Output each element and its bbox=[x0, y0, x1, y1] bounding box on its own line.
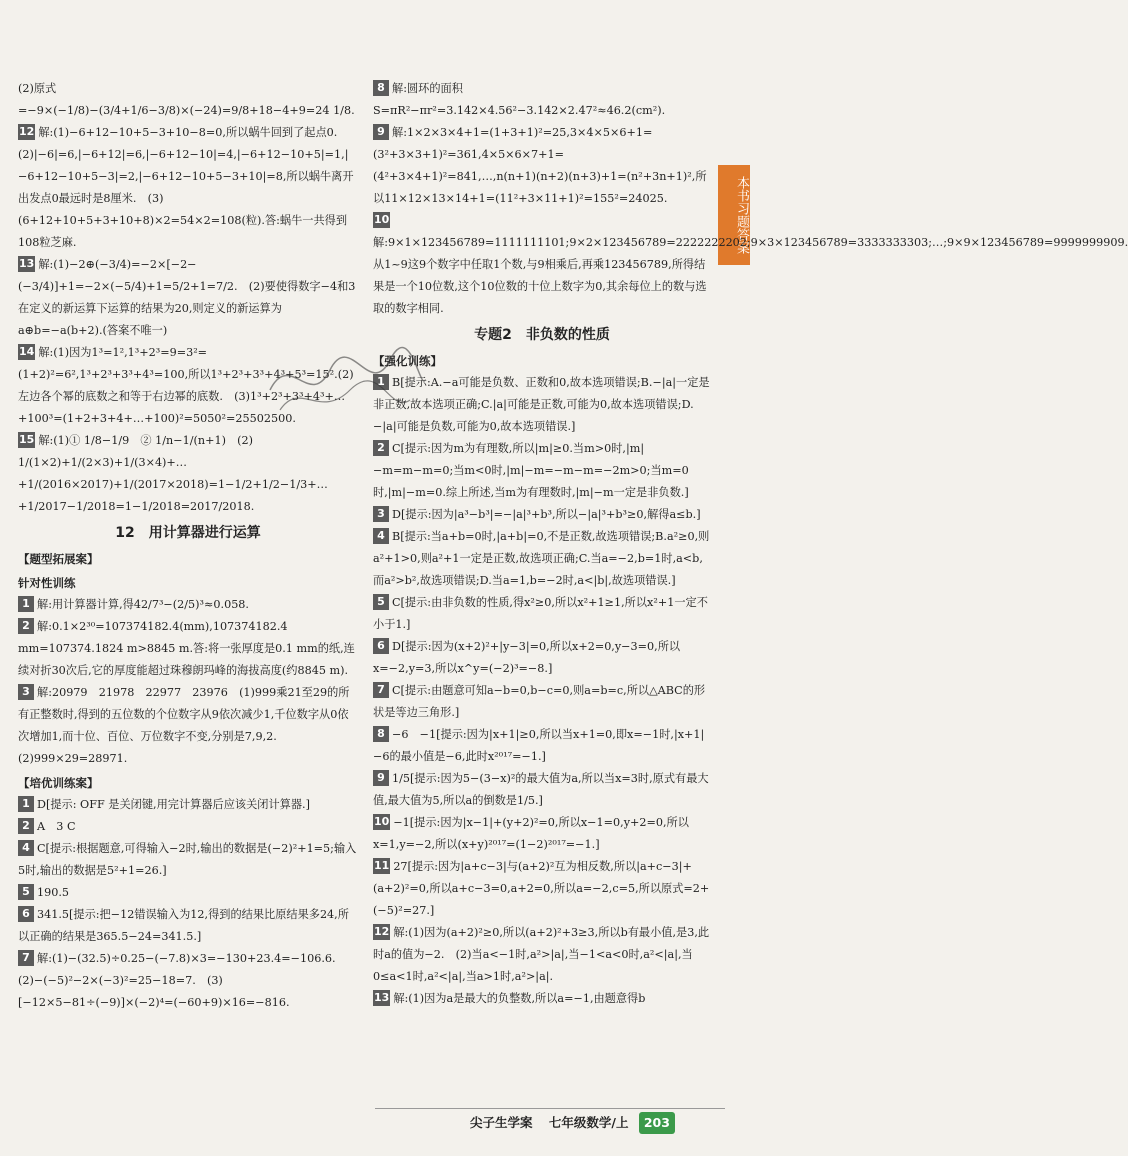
question-number-badge: 3 bbox=[18, 684, 34, 700]
answer-paragraph bbox=[18, 78, 358, 122]
question-number-badge: 8 bbox=[373, 726, 389, 742]
answer-item bbox=[18, 430, 358, 518]
question-number-badge: 3 bbox=[373, 506, 389, 522]
section-title: 专题2 非负数的性质 bbox=[474, 327, 610, 343]
section-heading: 【强化训练】 bbox=[373, 354, 442, 368]
answer-text: C[提示:因为m为有理数,所以|m|≥0.当m>0时,|m|−m=m−m=0;当m<0时,|m|−m=−m−m=−2m>0;当m=0时,|m|−m=0.综上所述,当m为有理数时,|m|−m一定是非负数.] bbox=[373, 442, 689, 499]
answer-text: 解:用计算器计算,得42/7³−(2/5)³≈0.058. bbox=[37, 598, 249, 611]
answer-text: C[提示:由题意可知a−b=0,b−c=0,则a=b=c,所以△ABC的形状是等边三角形.] bbox=[373, 684, 706, 719]
answer-item bbox=[373, 504, 711, 526]
answer-text: 解:(1)−(32.5)÷0.25−(−7.8)×3=−130+23.4=−106.6. (2)−(−5)²−2×(−3)²=25−18=7. (3)[−12×5−81÷(−9)]×(−2)⁴=(−60+9)×16=−816. bbox=[18, 952, 347, 1009]
answer-item bbox=[18, 794, 358, 816]
answer-item bbox=[373, 988, 711, 1010]
answer-text: 解:(1)−6+12−10+5−3+10−8=0,所以蜗牛回到了起点0. (2)|−6|=6,|−6+12|=6,|−6+12−10|=4,|−6+12−10+5|=1,|−6+12−10+5−3|=2,|−6+12−10+5−3+10|=8,所以蜗牛离开出发点0最远时是8厘米. (3)(6+12+10+5+3+10+8)×2=54×2=108(粒).答:蜗牛一共得到108粒芝麻. bbox=[18, 126, 354, 249]
question-number-badge: 5 bbox=[373, 594, 389, 610]
answer-text: 解:(1)−2⊕(−3/4)=−2×[−2−(−3/4)]+1=−2×(−5/4)+1=5/2+1=7/2. (2)要使得数字−4和3在定义的新运算下运算的结果为20,则定义的新运算为a⊕b=−a(b+2).(答案不唯一) bbox=[18, 258, 356, 337]
answer-item bbox=[373, 526, 711, 592]
answer-item bbox=[18, 904, 358, 948]
answer-text: 解:(1)① 1/8−1/9 ② 1/n−1/(n+1) (2) 1/(1×2)+1/(2×3)+1/(3×4)+…+1/(2016×2017)+1/(2017×2018)=1−1/2+1/2−1/3+…+1/2017−1/2018=1−1/2018=2017/2018. bbox=[18, 434, 328, 513]
section-heading: 【题型拓展案】 bbox=[18, 552, 99, 566]
question-number-badge: 7 bbox=[18, 950, 34, 966]
answer-item bbox=[18, 882, 358, 904]
answer-text: 27[提示:因为|a+c−3|与(a+2)²互为相反数,所以|a+c−3|+(a+2)²=0,所以a+c−3=0,a+2=0,所以a=−2,c=5,所以原式=2+(−5)²=27.] bbox=[373, 860, 710, 917]
answer-text: B[提示:A.−a可能是负数、正数和0,故本选项错误;B.−|a|一定是非正数,故本选项正确;C.|a|可能是正数,可能为0,故本选项错误;D.−|a|可能是负数,可能为0,故本选项错误.] bbox=[373, 376, 710, 433]
answer-item bbox=[18, 594, 358, 616]
answer-text: D[提示:因为(x+2)²+|y−3|=0,所以x+2=0,y−3=0,所以x=−2,y=3,所以x^y=(−2)³=−8.] bbox=[373, 640, 681, 675]
handwritten-scribble bbox=[260, 330, 430, 430]
question-number-badge: 12 bbox=[19, 125, 35, 138]
question-number-badge: 15 bbox=[19, 433, 35, 446]
answer-item bbox=[373, 812, 711, 856]
answer-text: 解:0.1×2³⁰=107374182.4(mm),107374182.4 mm=107374.1824 m>8845 m.答:将一张厚度是0.1 mm的纸,连续对折30次后,它的厚度能超过珠穆朗玛峰的海拔高度(约8845 m). bbox=[18, 620, 355, 677]
answer-item bbox=[373, 922, 711, 988]
answer-text: 解:20979 21978 22977 23976 (1)999乘21至29的所有正整数时,得到的五位数的个位数字从9依次减少1,千位数字从0依次增加1,而十位、百位、万位数字不变,分别是7,9,2. (2)999×29=28971. bbox=[18, 686, 350, 765]
side-tab-answers: 本书习题答案 bbox=[718, 165, 750, 265]
answer-item bbox=[373, 724, 711, 768]
question-number-badge: 13 bbox=[374, 991, 390, 1004]
answer-item bbox=[373, 680, 711, 724]
answer-item bbox=[18, 682, 358, 770]
answer-item bbox=[373, 768, 711, 812]
question-number-badge: 5 bbox=[18, 884, 34, 900]
question-number-badge: 13 bbox=[19, 257, 35, 270]
question-number-badge: 14 bbox=[19, 345, 35, 358]
answer-item bbox=[373, 592, 711, 636]
answer-item bbox=[18, 838, 358, 882]
answer-text: 190.5 bbox=[37, 886, 70, 899]
question-number-badge: 12 bbox=[374, 925, 390, 938]
question-number-badge: 9 bbox=[373, 124, 389, 140]
answer-item bbox=[18, 254, 358, 342]
question-number-badge: 1 bbox=[18, 796, 34, 812]
footer-brand: 尖子生学案 bbox=[470, 1115, 533, 1130]
answer-text: 解:(1)因为a是最大的负整数,所以a=−1,由题意得b bbox=[393, 992, 646, 1005]
question-number-badge: 2 bbox=[373, 440, 389, 456]
answer-text: 解:圆环的面积S=πR²−πr²=3.142×4.56²−3.142×2.47²≈46.2(cm²). bbox=[373, 82, 666, 117]
page-number: 203 bbox=[639, 1112, 675, 1134]
answer-item bbox=[373, 438, 711, 504]
answer-item bbox=[18, 122, 358, 254]
answer-item bbox=[18, 816, 358, 838]
question-number-badge: 1 bbox=[18, 596, 34, 612]
answer-text: 解:(1)因为1³=1²,1³+2³=9=3²=(1+2)²=6²,1³+2³+3³+4³=100,所以1³+2³+3³+4³+5³=15².(2)左边各个幂的底数之和等于右边幂的底数. (3)1³+2³+3³+4³+…+100³=(1+2+3+4+…+100)²=5050²=25502500. bbox=[18, 346, 354, 425]
answer-item bbox=[18, 616, 358, 682]
footer-subject: 七年级数学/上 bbox=[548, 1115, 629, 1130]
footer-rule bbox=[375, 1108, 725, 1109]
answer-text: D[提示:因为|a³−b³|=−|a|³+b³,所以−|a|³+b³≥0,解得a≤b.] bbox=[392, 508, 701, 521]
answer-item bbox=[18, 948, 358, 1014]
answer-text: −1[提示:因为|x−1|+(y+2)²=0,所以x−1=0,y+2=0,所以x=1,y=−2,所以(x+y)²⁰¹⁷=(1−2)²⁰¹⁷=−1.] bbox=[373, 816, 689, 851]
question-number-badge: 11 bbox=[374, 859, 390, 872]
question-number-badge: 6 bbox=[373, 638, 389, 654]
answer-text: A 3 C bbox=[37, 820, 76, 833]
question-number-badge: 8 bbox=[373, 80, 389, 96]
question-number-badge: 6 bbox=[18, 906, 34, 922]
answer-text: C[提示:由非负数的性质,得x²≥0,所以x²+1≥1,所以x²+1一定不小于1.] bbox=[373, 596, 708, 631]
answer-item bbox=[373, 636, 711, 680]
answer-text: D[提示: OFF 是关闭键,用完计算器后应该关闭计算器.] bbox=[37, 798, 310, 811]
question-number-badge: 10 bbox=[374, 815, 390, 828]
question-number-badge: 4 bbox=[18, 840, 34, 856]
answer-item bbox=[373, 856, 711, 922]
answer-text: −6 −1[提示:因为|x+1|≥0,所以当x+1=0,即x=−1时,|x+1|−6的最小值是−6,此时x²⁰¹⁷=−1.] bbox=[373, 728, 705, 763]
question-number-badge: 2 bbox=[18, 818, 34, 834]
answer-text: 341.5[提示:把−12错误输入为12,得到的结果比原结果多24,所以正确的结果是365.5−24=341.5.] bbox=[18, 908, 349, 943]
answer-item bbox=[373, 78, 711, 122]
question-number-badge: 7 bbox=[373, 682, 389, 698]
answer-text: 解:9×1×123456789=1111111101;9×2×123456789=2222222202;9×3×123456789=3333333303;…;9×9×123456789=9999999909.从1~9这9个数字中任取1个数,与9相乘后,再乘123456789,所得结果是一个10位数,这个10位数的十位上数字为0,其余每位上的数与选取的数字相同. bbox=[373, 236, 1128, 315]
answer-text: 解:(1)因为(a+2)²≥0,所以(a+2)²+3≥3,所以b有最小值,是3,此时a的值为−2. (2)当a<−1时,a²>|a|,当−1<a<0时,a²<|a|,当0≤a<1时,a²<|a|,当a>1时,a²>|a|. bbox=[373, 926, 710, 983]
answer-text: 1/5[提示:因为5−(3−x)²的最大值为a,所以当x=3时,原式有最大值,最大值为5,所以a的倒数是1/5.] bbox=[373, 772, 709, 807]
answer-text: C[提示:根据题意,可得输入−2时,输出的数据是(−2)²+1=5;输入5时,输出的数据是5²+1=26.] bbox=[18, 842, 357, 877]
answer-text: 解:1×2×3×4+1=(1+3+1)²=25,3×4×5×6+1=(3²+3×3+1)²=361,4×5×6×7+1=(4²+3×4+1)²=841,…,n(n+1)(n+2)(n+3)+1=(n²+3n+1)²,所以11×12×13×14+1=(11²+3×11+1)²=155²=24025. bbox=[373, 126, 707, 205]
answer-text: B[提示:当a+b=0时,|a+b|=0,不是正数,故选项错误;B.a²≥0,则a²+1>0,则a²+1一定是正数,故选项正确;C.当a=−2,b=1时,a<b,而a²>b²,故选项错误;D.当a=1,b=−2时,a<|b|,故选项错误.] bbox=[373, 530, 710, 587]
left-column bbox=[18, 78, 358, 1014]
answer-item bbox=[373, 122, 711, 210]
answer-text: (2)原式=−9×(−1/8)−(3/4+1/6−3/8)×(−24)=9/8+18−4+9=24 1/8. bbox=[18, 82, 355, 117]
question-number-badge: 4 bbox=[373, 528, 389, 544]
question-number-badge: 9 bbox=[373, 770, 389, 786]
section-heading: 针对性训练 bbox=[18, 576, 76, 590]
question-number-badge: 1 bbox=[373, 374, 389, 390]
section-heading: 【培优训练案】 bbox=[18, 776, 99, 790]
question-number-badge: 2 bbox=[18, 618, 34, 634]
section-title: 12 用计算器进行运算 bbox=[115, 525, 261, 541]
page-footer bbox=[470, 1112, 720, 1134]
question-number-badge: 10 bbox=[374, 213, 390, 226]
